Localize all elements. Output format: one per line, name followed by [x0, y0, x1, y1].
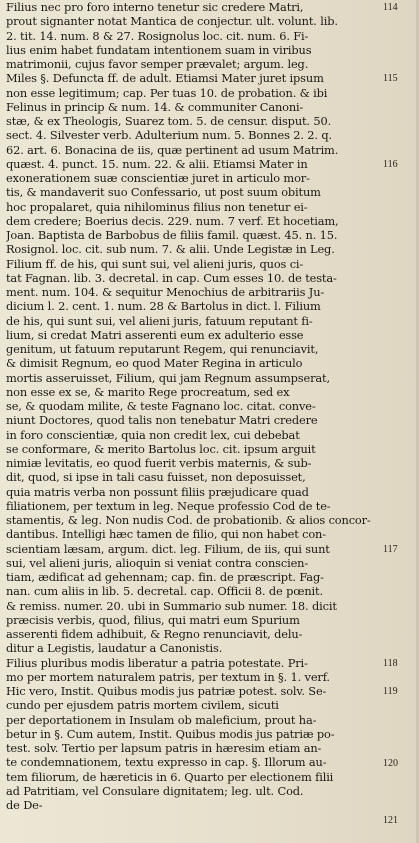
text-line: te condemnationem, textu expresso in cap. §. Illorum au-: [6, 755, 327, 770]
text-line: Rosignol. loc. cit. sub num. 7. & alii. Unde Legistæ in Leg.: [6, 242, 335, 257]
text-line: Hic vero, Instit. Quibus modis jus patriæ potest. solv. Se-: [6, 684, 327, 698]
text-line: lium, si credat Matri asserenti eum ex adulterio esse: [6, 327, 304, 342]
text-line: quæst. 4. punct. 15. num. 22. & alii. Etiamsi Mater in: [6, 156, 308, 171]
text-line: de De-: [6, 798, 43, 812]
text-line: stæ, & ex Theologis, Suarez tom. 5. de censur. disput. 50.: [6, 114, 332, 128]
text-line: ment. num. 104. & sequitur Menochius de arbitrariis Ju-: [6, 285, 325, 299]
text-line: tiam, ædificat ad gehennam; cap. fin. de præscript. Fag-: [6, 570, 324, 584]
text-line: tat Fagnan. lib. 3. decretal. in cap. Cum esses 10. de testa-: [6, 270, 337, 285]
text-line: & dimisit Regnum, eo quod Mater Regina in articulo: [6, 356, 303, 371]
text-line: Miles §. Defuncta ff. de adult. Etiamsi Mater juret ipsum: [6, 71, 324, 86]
text-line: nimiæ levitatis, eo quod fuerit verbis maternis, & sub-: [6, 456, 312, 470]
text-line: & remiss. numer. 20. ubi in Summario sub numer. 18. dicit: [6, 598, 337, 613]
text-line: filiationem, per textum in leg. Neque professio Cod de te-: [6, 498, 331, 513]
text-line: niunt Doctores, quod talis non tenebatur Matri credere: [6, 413, 318, 428]
text-line: se conformare, & merito Bartolus loc. cit. ipsum arguit: [6, 441, 316, 456]
text-line: prout signanter notat Mantica de conjectur. ult. volunt. lib.: [6, 14, 338, 29]
margin-paragraph-number: 121: [383, 814, 398, 826]
text-line: dantibus. Intelligi hæc tamen de filio, qui non habet con-: [6, 527, 326, 542]
text-line: exonerationem suæ conscientiæ juret in articulo mor-: [6, 171, 310, 185]
text-line: 2. tit. 14. num. 8 & 27. Rosignolus loc. cit. num. 6. Fi-: [6, 28, 309, 43]
text-line: non esse legitimum; cap. Per tuas 10. de probation. & ibi: [6, 85, 328, 100]
text-line: præcisis verbis, quod, filius, qui matri eum Spurium: [6, 612, 300, 627]
text-line: ditur a Legistis, laudatur a Canonistis.: [6, 641, 223, 656]
text-line: mo per mortem naturalem patris, per textum in §. 1. verf.: [6, 669, 330, 684]
text-line: sui, vel alieni juris, alioquin si veniat contra conscien-: [6, 555, 309, 570]
text-line: quia matris verba non possunt filiis præjudicare quad: [6, 484, 309, 499]
text-line: test. solv. Tertio per lapsum patris in hæresim etiam an-: [6, 741, 322, 755]
margin-paragraph-number: 120: [383, 757, 398, 769]
text-line: dem credere; Boerius decis. 229. num. 7 verf. Et hocetiam,: [6, 213, 339, 228]
text-line: mortis asseruisset, Filium, qui jam Regnum assumpserat,: [6, 370, 330, 385]
text-line: dit, quod, si ipse in tali casu fuisset, non deposuisset,: [6, 470, 306, 485]
body-text: [6, 0, 376, 812]
text-line: Felinus in princip & num. 14. & communiter Canoni-: [6, 99, 304, 114]
text-line: 62. art. 6. Bonacina de iis, quæ pertinent ad usum Matrim.: [6, 142, 339, 157]
margin-paragraph-number: 116: [383, 158, 398, 170]
margin-paragraph-number: 115: [383, 73, 398, 85]
text-line: nan. cum aliis in lib. 5. decretal. cap. Officii 8. de pœnit.: [6, 584, 323, 599]
text-line: matrimonii, cujus favor semper prævalet; argum. leg.: [6, 57, 309, 71]
margin-paragraph-number: 118: [383, 657, 398, 669]
text-line: genitum, ut fatuum reputarunt Regem, qui renunciavit,: [6, 342, 319, 356]
text-line: per deportationem in Insulam ob maleficium, prout ha-: [6, 712, 317, 727]
text-line: Filius pluribus modis liberatur a patria potestate. Pri-: [6, 655, 308, 670]
text-line: se, & quodam milite, & teste Fagnano loc. citat. conve-: [6, 399, 316, 413]
text-line: Filius nec pro foro interno tenetur sic credere Matri,: [6, 0, 304, 14]
text-line: cundo per ejusdem patris mortem civilem, sicuti: [6, 698, 279, 713]
text-line: ad Patritiam, vel Consulare dignitatem; leg. ult. Cod.: [6, 783, 304, 798]
margin-paragraph-number: 114: [383, 2, 398, 13]
margin-paragraph-number: 119: [383, 686, 398, 698]
text-line: tis, & mandaverit suo Confessario, ut post suum obitum: [6, 185, 321, 200]
text-line: sect. 4. Silvester verb. Adulterium num. 5. Bonnes 2. 2. q.: [6, 128, 332, 143]
text-line: dicium l. 2. cent. 1. num. 28 & Bartolus in dict. l. Filium: [6, 299, 321, 314]
text-line: non esse ex se, & marito Rege procreatum, sed ex: [6, 384, 290, 399]
margin-paragraph-number: 117: [383, 543, 398, 555]
text-line: Joan. Baptista de Barbobus de filiis famil. quæst. 45. n. 15.: [6, 228, 338, 242]
text-line: stamentis, & leg. Non nudis Cod. de probationib. & alios concor-: [6, 513, 371, 527]
text-line: in foro conscientiæ, quia non credit lex, cui debebat: [6, 427, 300, 442]
text-line: lius enim habet fundatam intentionem suam in viribus: [6, 42, 312, 57]
text-line: betur in §. Cum autem, Instit. Quibus modis jus patriæ po-: [6, 726, 335, 741]
text-line: asserenti fidem adhibuit, & Regno renunciavit, delu-: [6, 627, 303, 641]
text-line: hoc propalaret, quia nihilominus filius non tenetur ei-: [6, 199, 308, 214]
text-line: de his, qui sunt sui, vel alieni juris, fatuum reputant fi-: [6, 313, 313, 328]
text-line: scientiam læsam, argum. dict. leg. Filium, de iis, qui sunt: [6, 541, 330, 556]
text-line: tem filiorum, de hæreticis in 6. Quarto per electionem filii: [6, 769, 334, 784]
text-line: Filium ff. de his, qui sunt sui, vel alieni juris, quos ci-: [6, 256, 304, 271]
